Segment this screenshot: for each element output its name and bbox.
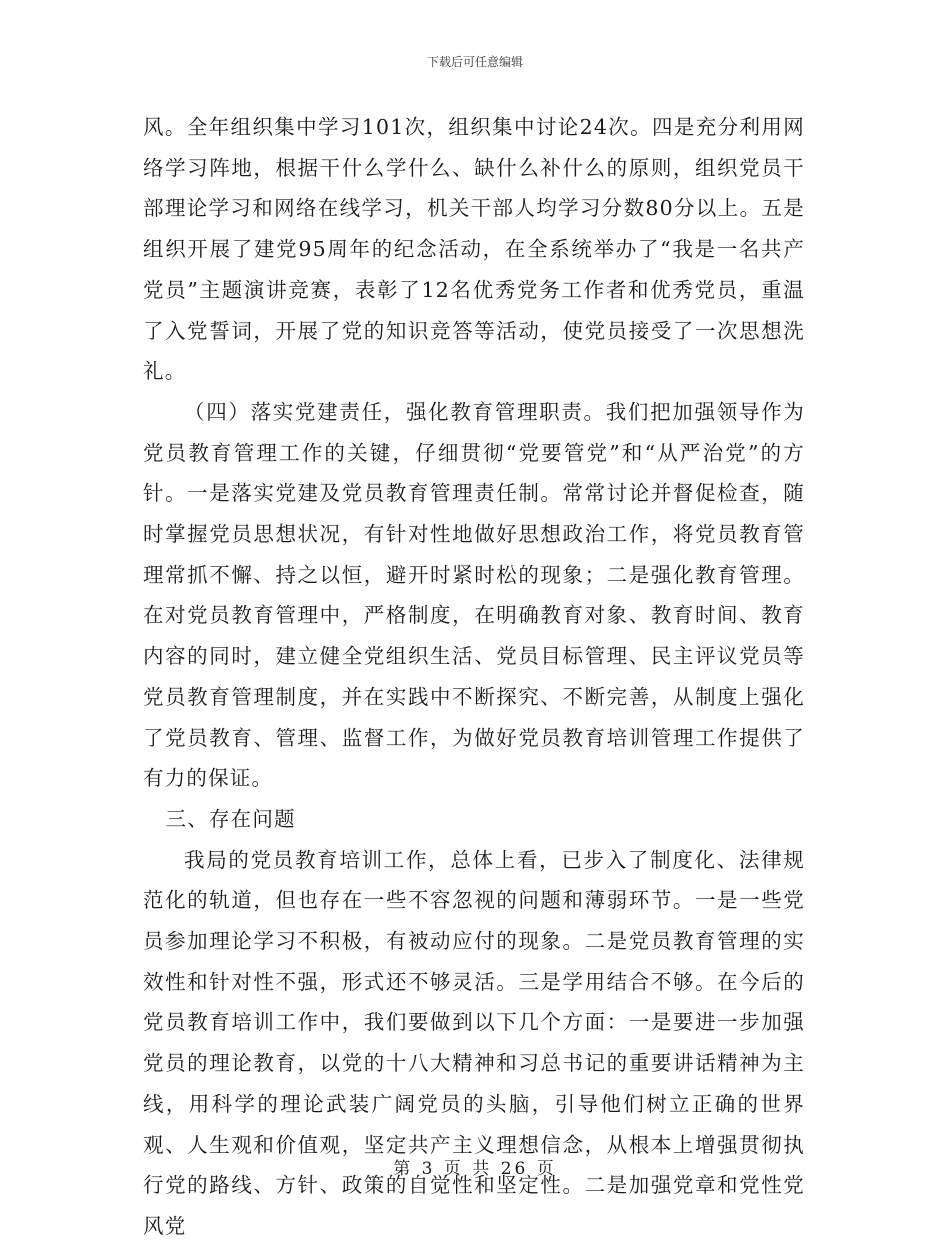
paragraph-continuation: 风。全年组织集中学习101次，组织集中讨论24次。四是充分利用网络学习阵地，根据干什么学什么、缺什么补什么的原则，组织党员干部理论学习和网络在线学习，机关干部人均学习分数80分以上。五是组织开展了建党95周年的纪念活动，在全系统举办了“我是一名共产党员”主题演讲竞赛，表彰了12名优秀党务工作者和优秀党员，重温了入党誓词，开展了党的知识竞答等活动，使党员接受了一次思想洗礼。	[143, 115, 805, 384]
body-text	[143, 107, 805, 1247]
header-note: 下载后可任意编辑	[426, 55, 523, 69]
paragraph-section-four: （四）落实党建责任，强化教育管理职责。我们把加强领导作为党员教育管理工作的关键，仔细贯彻“党要管党”和“从严治党”的方针。一是落实党建及党员教育管理责任制。常常讨论并督促检查，随时掌握党员思想状况，有针对性地做好思想政治工作，将党员教育管理常抓不懈、持之以恒，避开时紧时松的现象；二是强化教育管理。在对党员教育管理中，严格制度，在明确教育对象、教育时间、教育内容的同时，建立健全党组织生活、党员目标管理、民主评议党员等党员教育管理制度，并在实践中不断探究、不断完善，从制度上强化了党员教育、管理、监督工作，为做好党员教育培训管理工作提供了有力的保证。	[143, 399, 805, 791]
paragraph-problems: 我局的党员教育培训工作，总体上看，已步入了制度化、法律规范化的轨道，但也存在一些不容忽视的问题和薄弱环节。一是一些党员参加理论学习不积极，有被动应付的现象。二是党员教育管理的实效性和针对性不强，形式还不够灵活。三是学用结合不够。在今后的党员教育培训工作中，我们要做到以下几个方面：一是要进一步加强党员的理论教育，以党的十八大精神和习总书记的重要讲话精神为主线，用科学的理论武装广阔党员的头脑，引导他们树立正确的世界观、人生观和价值观，坚定共产主义理想信念，从根本上增强贯彻执行党的路线、方针、政策的自觉性和坚定性。二是加强党章和党性党风党	[143, 847, 805, 1238]
page-number: 第 3 页 共 26 页	[393, 1159, 557, 1179]
section-heading-problems: 三、存在问题	[165, 806, 296, 831]
